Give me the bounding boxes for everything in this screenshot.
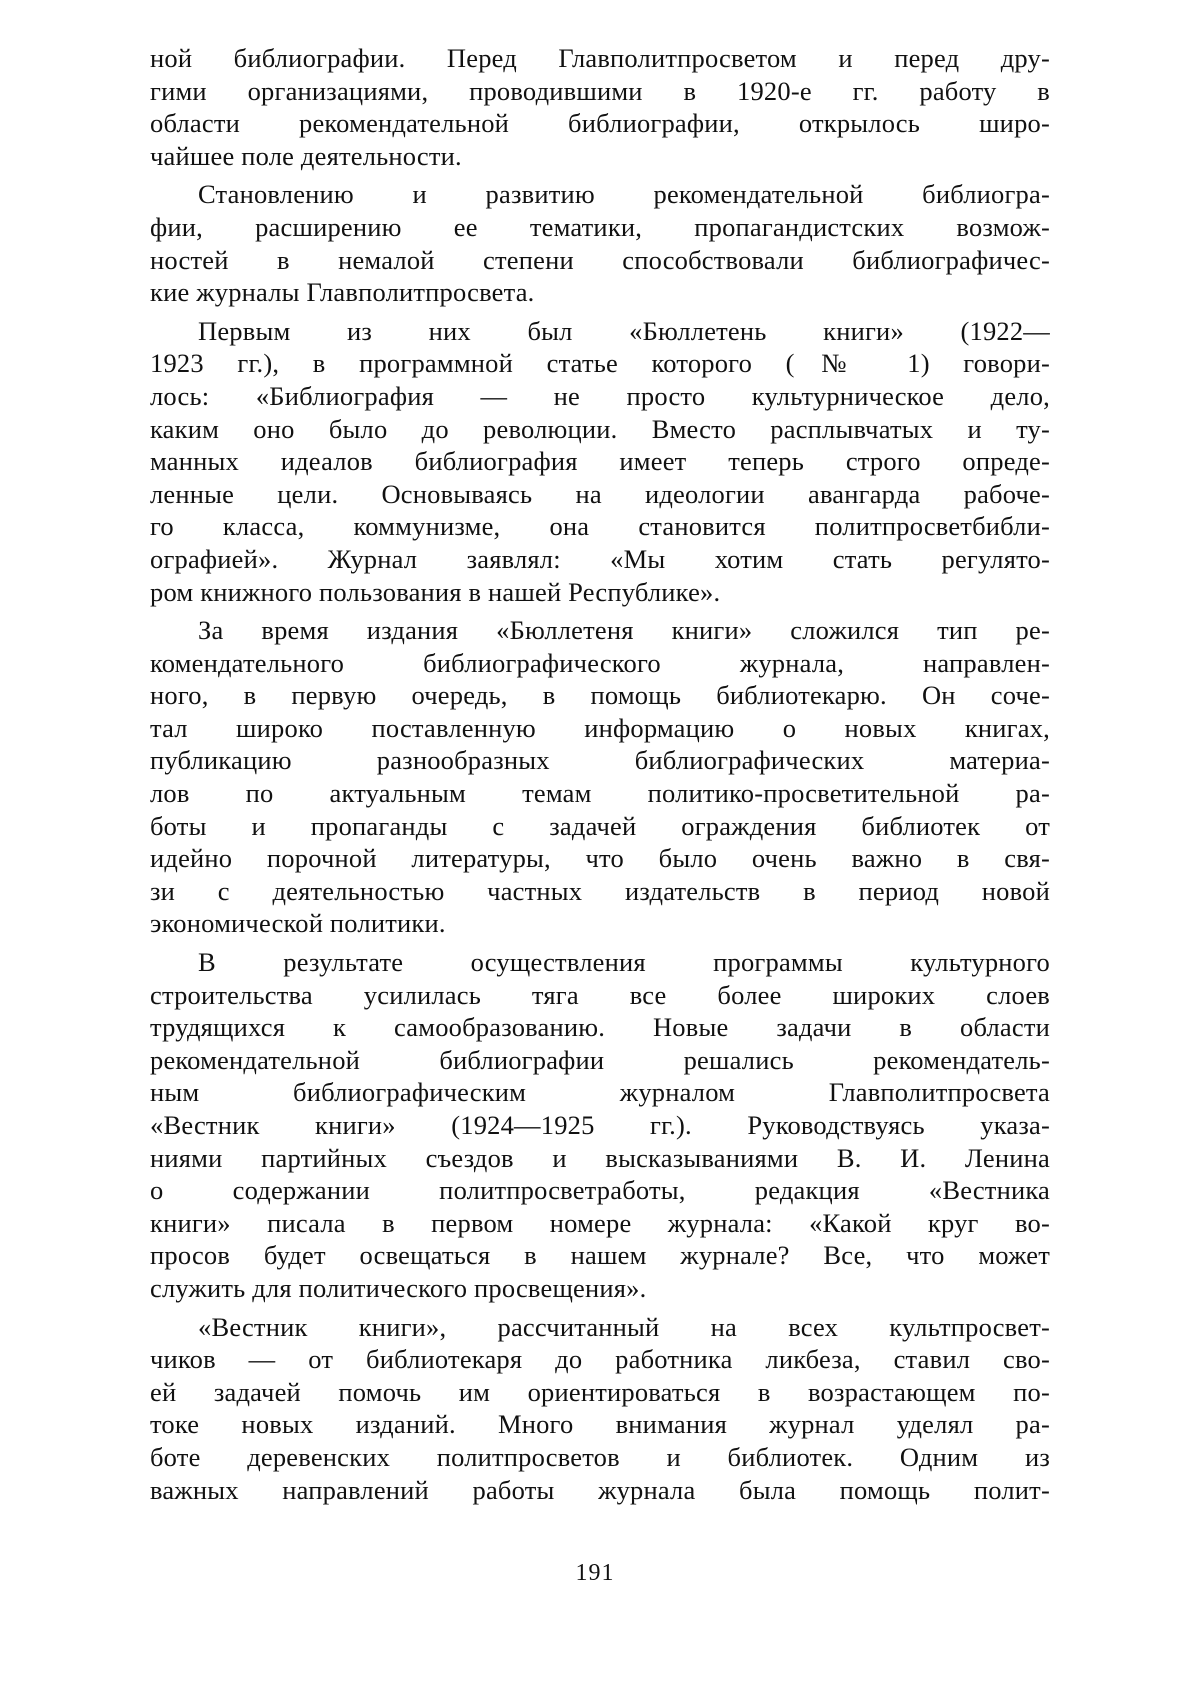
text-line: идейно порочной литературы, что было очень важно в свя- [150,843,1050,874]
text-line: ным библиографическим журналом Главполитпросвета [150,1077,1050,1108]
paragraph-6 [150,1311,1050,1507]
paragraph-2 [150,178,1050,308]
text-line: фии, расширению ее тематики, пропагандистских возмож- [150,211,1050,242]
text-line: чиков — от библиотекаря до работника ликбеза, ставил сво- [150,1344,1050,1375]
page-text [150,42,1050,1506]
text-line: «Вестник книги», рассчитанный на всех культпросвет- [198,1311,1050,1342]
paragraph-5 [150,946,1050,1305]
text-line: го класса, коммунизме, она становится политпросветбибли- [150,511,1050,542]
text-line: ного, в первую очередь, в помощь библиотекарю. Он соче- [150,680,1050,711]
text-line: зи с деятельностью частных издательств в период новой [150,875,1050,906]
text-line: манных идеалов библиография имеет теперь строго опреде- [150,446,1050,477]
text-line: лось: «Библиография — не просто культурническое дело, [150,380,1050,411]
text-line: В результате осуществления программы культурного [198,947,1050,978]
text-line: ной библиографии. Перед Главполитпросветом и перед дру- [150,43,1050,73]
text-line: книги» писала в первом номере журнала: «Какой круг во- [150,1207,1050,1238]
text-line: тал широко поставленную информацию о новых книгах, [150,712,1050,743]
text-line: каким оно было до революции. Вместо расплывчатых и ту- [150,413,1050,444]
text-line: области рекомендательной библиографии, открылось широ- [150,108,1050,139]
text-line: просов будет освещаться в нашем журнале? Все, что может [150,1240,1050,1271]
text-line: боте деревенских политпросветов и библиотек. Одним из [150,1441,1050,1472]
paragraph-1 [150,42,1050,172]
text-line: комендательного библиографического журнала, направлен- [150,647,1050,678]
text-line: строительства усилилась тяга все более широких слоев [150,979,1050,1010]
text-line: лов по актуальным темам политико-просветительной ра- [150,778,1050,809]
paragraph-3 [150,315,1050,608]
text-line: чайшее поле деятельности. [150,140,462,171]
text-line: За время издания «Бюллетеня книги» сложился тип ре- [198,615,1050,646]
text-line: трудящихся к самообразованию. Новые задачи в области [150,1012,1050,1043]
text-line: 1923 гг.), в программной статье которого (№ 1) говори- [150,348,1050,379]
text-line: «Вестник книги» (1924—1925 гг.). Руководствуясь указа- [150,1110,1050,1140]
text-line: Становлению и развитию рекомендательной библиогра- [198,179,1050,210]
text-line: ей задачей помочь им ориентироваться в возрастающем по- [150,1376,1050,1407]
text-line: ленные цели. Основываясь на идеологии авангарда рабоче- [150,478,1050,509]
text-line: рекомендательной библиографии решались рекомендатель- [150,1044,1050,1075]
text-line: о содержании политпросветработы, редакция «Вестника [150,1175,1050,1206]
paragraph-4 [150,614,1050,940]
text-line: важных направлений работы журнала была помощь полит- [150,1474,1050,1505]
text-line: токе новых изданий. Много внимания журнал уделял ра- [150,1409,1050,1440]
text-line: публикацию разнообразных библиографических материа- [150,745,1050,776]
text-line: боты и пропаганды с задачей ограждения библиотек от [150,810,1050,841]
book-page [150,42,1050,1642]
text-line: экономической политики. [150,908,446,939]
page-number: 191 [575,1560,615,1586]
text-line: ографией». Журнал заявлял: «Мы хотим стать регулято- [150,543,1050,574]
text-line: служить для политического просвещения». [150,1272,647,1303]
text-line: ром книжного пользования в нашей Республике». [150,576,721,607]
text-line: ностей в немалой степени способствовали библиографичес- [150,244,1050,275]
text-line: Первым из них был «Бюллетень книги» (1922— [198,315,1050,346]
text-line: кие журналы Главполитпросвета. [150,277,535,308]
text-line: гими организациями, проводившими в 1920-е гг. работу в [150,75,1050,106]
text-line: ниями партийных съездов и высказываниями В. И. Ленина [150,1142,1050,1173]
